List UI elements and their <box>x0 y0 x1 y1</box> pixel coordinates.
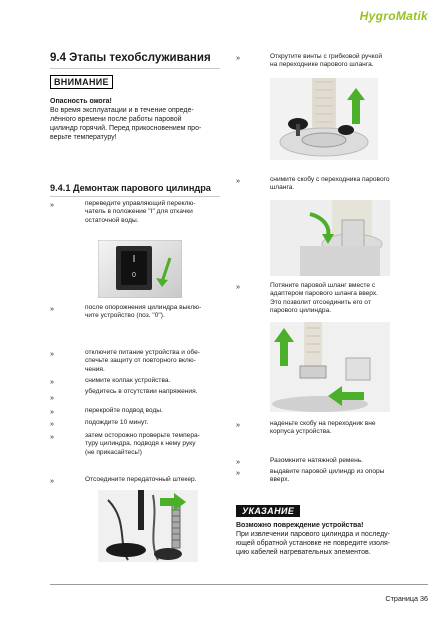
step-text <box>85 349 200 374</box>
step-bullet: » <box>50 200 54 209</box>
step-bullet: » <box>236 457 240 466</box>
step-line: отключите питание устройства и обе- <box>85 349 200 356</box>
warning-line: Во время эксплуатации и в течение опреде- <box>50 107 194 114</box>
step-bullet: » <box>236 53 240 62</box>
subsection-title: 9.4.1 Демонтаж парового цилиндра <box>50 183 211 193</box>
step-line: Потяните паровой шланг вместе с <box>270 282 376 289</box>
step-bullet: » <box>50 349 54 358</box>
step-text <box>270 176 390 193</box>
warning-heading: Опасность ожога! <box>50 98 112 105</box>
step-bullet: » <box>236 468 240 477</box>
step-line: парового цилиндра. <box>270 307 332 315</box>
step-line: затем осторожно проверьте темпера- <box>85 432 200 439</box>
switch-symbol: 0 <box>132 272 136 279</box>
step-line: вверх. <box>270 476 290 484</box>
step-text <box>270 53 382 70</box>
page-number: Страница 36 <box>385 594 428 603</box>
step-text: Разомкните натяжной ремень. <box>270 457 364 464</box>
plug-image <box>98 490 198 562</box>
brand-logo: HygroMatik <box>359 9 428 23</box>
caution-heading: Возможно повреждение устройства! <box>236 522 364 529</box>
step-line: снимите скобу с переходника парового <box>270 176 390 183</box>
warning-label: ВНИМАНИЕ <box>50 75 113 89</box>
caution-line: цию кабелей нагревательных элементов. <box>236 549 371 556</box>
step-text <box>270 420 376 437</box>
step-line: после опорожнения цилиндра выклю- <box>85 304 202 311</box>
step-text <box>270 282 378 316</box>
caution-label: УКАЗАНИЕ <box>236 505 300 517</box>
step-bullet: » <box>50 432 54 441</box>
steam-hose-image <box>270 322 390 412</box>
step-line: наденьте скобу на переходник вне <box>270 420 376 427</box>
step-line: переведите управляющий переклю- <box>85 200 196 207</box>
caution-text <box>236 530 428 557</box>
step-text <box>85 432 200 457</box>
step-text <box>85 304 201 321</box>
step-bullet: » <box>236 176 240 185</box>
step-bullet: » <box>236 282 240 291</box>
switch-image <box>98 240 182 298</box>
step-text: убедитесь в отсутствии напряжения. <box>85 388 198 395</box>
subsection-divider <box>50 196 220 197</box>
step-bullet: » <box>50 476 54 485</box>
title-divider <box>50 68 220 69</box>
step-line: остаточной воды. <box>85 216 139 224</box>
step-line: на переходнике парового шланга. <box>270 61 374 69</box>
step-text: перекройте подвод воды. <box>85 407 163 414</box>
step-line: спечьте защиту от повторного вклю- <box>85 357 196 365</box>
step-line: Это позволит отсоединить его от <box>270 298 371 306</box>
step-text: Отсоедините передаточный штекер. <box>85 476 197 483</box>
caution-line: ющей обратной установке не повредите изоля- <box>236 540 391 547</box>
step-line: чатель в положение "I" для откачки <box>85 208 193 216</box>
step-line: Открутите винты с грибковой ручкой <box>270 53 383 60</box>
footer-divider <box>50 584 428 585</box>
step-bullet: » <box>50 419 54 428</box>
clip-image <box>270 200 390 276</box>
step-line: (не прикасайтесь!) <box>85 448 142 456</box>
step-line: корпуса устройства. <box>270 428 332 436</box>
step-bullet: » <box>236 420 240 429</box>
step-line: шланга. <box>270 184 295 192</box>
step-line: туру цилиндра, подводя к нему руку <box>85 440 196 448</box>
step-line: чите устройство (поз. "0"). <box>85 312 165 320</box>
section-title: 9.4 Этапы техобслуживания <box>50 52 211 64</box>
step-bullet: » <box>50 377 54 386</box>
caution-line: При извлечении парового цилиндра и последу- <box>236 531 390 538</box>
step-bullet: » <box>50 393 54 402</box>
step-text: снимите колпак устройства. <box>85 377 171 384</box>
knob-screw-image <box>270 78 378 160</box>
step-line: адаптером парового шланга вверх. <box>270 290 379 298</box>
warning-text <box>50 106 228 142</box>
warning-line: цилиндр горячий. Перед прикосновением про- <box>50 125 202 132</box>
step-text: подождите 10 минут. <box>85 419 149 426</box>
step-text <box>270 468 384 485</box>
step-text <box>85 200 196 225</box>
step-bullet: » <box>50 304 54 313</box>
step-line: чения. <box>85 365 105 373</box>
warning-line: лённого времени после работы паровой <box>50 116 182 123</box>
warning-line: верьте температуру! <box>50 134 117 141</box>
step-line: выдавите паровой цилиндр из опоры <box>270 468 385 475</box>
step-bullet: » <box>50 407 54 416</box>
